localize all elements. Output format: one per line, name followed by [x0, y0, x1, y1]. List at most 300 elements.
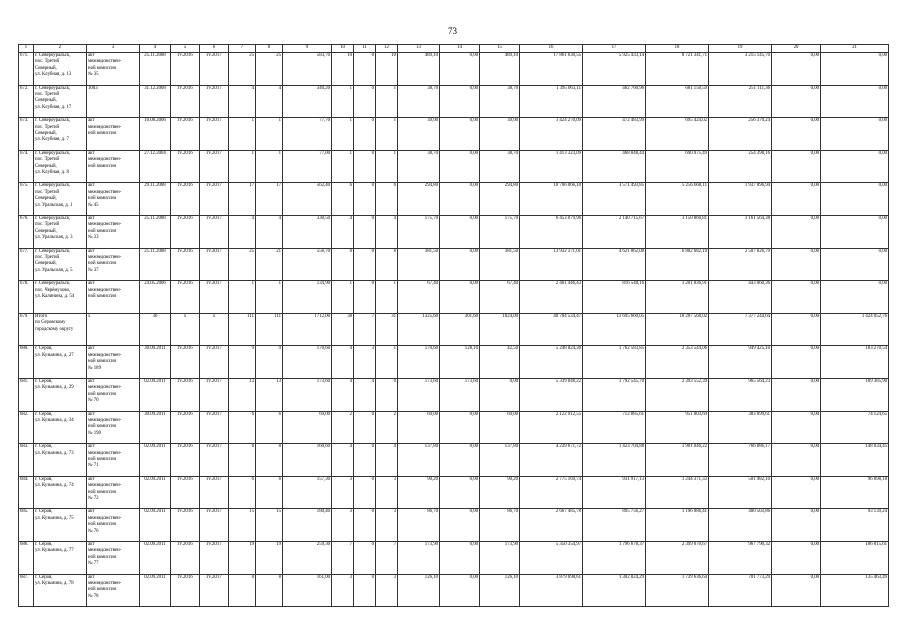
value-cell: 160,60 [283, 444, 332, 477]
value-cell: 294,80 [480, 183, 520, 216]
column-number-cell: 4 [140, 45, 171, 53]
value-cell: 17 [256, 183, 283, 216]
value-cell: 13 932 371,01 [520, 248, 583, 281]
value-cell: 0,00 [440, 476, 480, 509]
document-cell: акт межведомствен- ной комиссии № 76 [87, 509, 140, 542]
row-number-cell: 680. [19, 346, 34, 379]
value-cell: 383 099,61 [709, 411, 772, 444]
value-cell: 0,00 [440, 444, 480, 477]
value-cell: 1 937 896,94 [709, 183, 772, 216]
value-cell: 96 898,18 [821, 476, 889, 509]
value-cell: 0,00 [821, 118, 889, 151]
value-cell: 173,60 [283, 378, 332, 411]
value-cell: 1 424 270,09 [520, 118, 583, 151]
table-row [19, 248, 889, 281]
value-cell: 173,90 [480, 541, 520, 574]
value-cell: 701 773,29 [709, 574, 772, 607]
value-cell: 0,00 [440, 215, 480, 248]
column-number-cell: 20 [772, 45, 821, 53]
value-cell: 0,00 [440, 509, 480, 542]
value-cell: 17 861 630,55 [520, 53, 583, 86]
value-cell: 5 339 048,22 [520, 378, 583, 411]
value-cell: 1 [229, 281, 256, 314]
column-number-cell: 3 [87, 45, 140, 53]
value-cell: IV.2017 [200, 183, 229, 216]
value-cell: 0 [354, 509, 376, 542]
row-number-cell: 687. [19, 574, 34, 607]
value-cell: 175,70 [480, 215, 520, 248]
value-cell: 3 [332, 574, 354, 607]
value-cell: 27.12.2004 [140, 150, 171, 183]
value-cell: 562,40 [283, 183, 332, 216]
value-cell: 0,00 [772, 574, 821, 607]
value-cell: 1 [256, 281, 283, 314]
table-row [19, 541, 889, 574]
value-cell: 0,00 [772, 313, 821, 346]
value-cell: 0,00 [772, 411, 821, 444]
value-cell: 17 [229, 183, 256, 216]
value-cell: 2 507 826,79 [709, 248, 772, 281]
address-cell: г. Североуральск, пос. Третий Северный, ул. Клубная, д. 7 [34, 118, 87, 151]
value-cell: 1 [332, 150, 354, 183]
column-number-cell: 17 [583, 45, 646, 53]
column-number-cell: 19 [709, 45, 772, 53]
value-cell: 42,50 [480, 346, 520, 379]
value-cell: 5 248 824,30 [520, 346, 583, 379]
value-cell: 0,00 [772, 183, 821, 216]
value-cell: 712 885,61 [583, 411, 646, 444]
value-cell: 0,00 [440, 411, 480, 444]
value-cell: 8 [256, 574, 283, 607]
row-number-cell: 674. [19, 150, 34, 183]
address-cell: г. Серов, ул. Кузьмина, д. 74 [34, 476, 87, 509]
value-cell: 1 [229, 118, 256, 151]
value-cell: 1 901 046,22 [646, 444, 709, 477]
value-cell: 1 739 636,64 [646, 574, 709, 607]
value-cell: IV.2017 [200, 378, 229, 411]
value-cell: 0,00 [440, 281, 480, 314]
document-cell: акт межведомствен- ной комиссии № 37 [87, 248, 140, 281]
row-number-cell: 682. [19, 411, 34, 444]
value-cell: 1 161 564,38 [709, 215, 772, 248]
value-cell: 10 [332, 53, 354, 86]
value-cell: 0 [354, 85, 376, 118]
value-cell: 7 [376, 541, 398, 574]
row-number-cell: 675. [19, 183, 34, 216]
row-number-cell: 678. [19, 281, 34, 314]
value-cell: 1024,00 [480, 313, 520, 346]
column-number-cell: 8 [256, 45, 283, 53]
value-cell: 0,00 [821, 281, 889, 314]
value-cell: 30 [140, 313, 171, 346]
value-cell: 1712,00 [283, 313, 332, 346]
row-number-cell: 679. [19, 313, 34, 346]
value-cell: 86,70 [398, 509, 440, 542]
value-cell: IV.2017 [200, 118, 229, 151]
value-cell: IV.2016 [171, 574, 200, 607]
value-cell: 4 [332, 346, 354, 379]
value-cell: IV.2016 [171, 183, 200, 216]
value-cell: 256 370,24 [709, 118, 772, 151]
value-cell: 2 [376, 411, 398, 444]
address-cell: г. Североуральск, пос. Третий Северный, ул. Клубная, д. 8 [34, 150, 87, 183]
value-cell: 2 399 070,67 [646, 541, 709, 574]
value-cell: 25 [229, 248, 256, 281]
column-number-cell: 10 [332, 45, 354, 53]
value-cell: 0,00 [821, 215, 889, 248]
value-cell: 8 [256, 444, 283, 477]
value-cell: 74 124,65 [821, 411, 889, 444]
value-cell: 0,00 [772, 378, 821, 411]
column-number-cell: 5 [171, 45, 200, 53]
value-cell: 173,60 [440, 378, 480, 411]
value-cell: IV.2016 [171, 509, 200, 542]
value-cell: 69,00 [283, 411, 332, 444]
value-cell: 931 917,13 [583, 476, 646, 509]
value-cell: 4 [332, 378, 354, 411]
value-cell: 6 [229, 476, 256, 509]
value-cell: 1 [376, 118, 398, 151]
value-cell: 128,10 [440, 346, 480, 379]
value-cell: 0,00 [440, 85, 480, 118]
value-cell: 4 [229, 85, 256, 118]
value-cell: 02.09.2011 [140, 509, 171, 542]
value-cell: 25.11.2008 [140, 215, 171, 248]
value-cell: 186 815,61 [821, 541, 889, 574]
value-cell: 0,00 [480, 378, 520, 411]
value-cell: 0,00 [772, 248, 821, 281]
value-cell: 949 425,10 [709, 346, 772, 379]
value-cell: IV.2017 [200, 53, 229, 86]
column-number-cell: 13 [398, 45, 440, 53]
value-cell: 468 848,44 [583, 150, 646, 183]
value-cell: 39,00 [480, 118, 520, 151]
value-cell: 1 302 824,29 [583, 574, 646, 607]
table-header-row [19, 45, 889, 53]
value-cell: 0,00 [772, 150, 821, 183]
value-cell: 29.11.2008 [140, 183, 171, 216]
value-cell: 5 925 433,14 [583, 53, 646, 86]
value-cell: 967 790,32 [709, 541, 772, 574]
address-cell: г. Североуральск, пос. Третий Северный, ул. Уральская, д. 3 [34, 215, 87, 248]
value-cell: 340,20 [283, 85, 332, 118]
value-cell: 173,60 [398, 378, 440, 411]
document-cell: акт межведомствен- ной комиссии № 77 [87, 541, 140, 574]
value-cell: 25 [229, 53, 256, 86]
value-cell: 135 463,49 [821, 574, 889, 607]
value-cell: 31.12.2008 [140, 85, 171, 118]
table-row [19, 183, 889, 216]
column-number-cell: 11 [354, 45, 376, 53]
value-cell: 25.11.2008 [140, 248, 171, 281]
column-number-cell: 16 [520, 45, 583, 53]
value-cell: IV.2016 [171, 378, 200, 411]
value-cell: 6 802 682,19 [646, 248, 709, 281]
value-cell: 1 [376, 346, 398, 379]
value-cell: 259,30 [283, 541, 332, 574]
table-row [19, 215, 889, 248]
value-cell: 15 [256, 509, 283, 542]
value-cell: 126,10 [398, 574, 440, 607]
value-cell: 3 215 145,70 [709, 53, 772, 86]
value-cell: 3 [376, 476, 398, 509]
address-cell: г. Североуральск, пос. Третий Северный, ул. Уральская, д. 1 [34, 183, 87, 216]
row-number-cell: 686. [19, 541, 34, 574]
value-cell: 0,00 [772, 444, 821, 477]
value-cell: 148 034,45 [821, 444, 889, 477]
value-cell: 462 760,96 [583, 85, 646, 118]
value-cell: 2 140 715,67 [583, 215, 646, 248]
data-table [18, 44, 889, 607]
value-cell: 0,00 [440, 53, 480, 86]
value-cell: 1 [256, 150, 283, 183]
document-cell: акт межведомствен- ной комиссии [87, 281, 140, 314]
value-cell: 0,00 [440, 118, 480, 151]
value-cell: 4 [354, 378, 376, 411]
table-row [19, 346, 889, 379]
value-cell: 695 424,02 [646, 118, 709, 151]
value-cell: 134,90 [283, 281, 332, 314]
address-cell: г. Серов, ул. Кузьмина, д. 77 [34, 541, 87, 574]
value-cell: 02.09.2011 [140, 444, 171, 477]
value-cell: IV.2017 [200, 476, 229, 509]
value-cell: IV.2017 [200, 509, 229, 542]
value-cell: 6 [229, 411, 256, 444]
value-cell: 173,90 [398, 541, 440, 574]
value-cell: 0,00 [440, 150, 480, 183]
value-cell: 161,00 [283, 574, 332, 607]
value-cell: 19 [256, 541, 283, 574]
address-cell: г. Североуральск, пос. Третий Северный, ул. Клубная, д. 13 [34, 53, 87, 86]
value-cell: 4 621 862,08 [583, 248, 646, 281]
value-cell: 10 766 066,10 [520, 183, 583, 216]
value-cell: 21 [256, 248, 283, 281]
value-cell: IV.2017 [200, 541, 229, 574]
value-cell: 93 139,24 [821, 509, 889, 542]
document-cell: акт межведомствен- ной комиссии № 35 [87, 53, 140, 86]
value-cell: 1 395 063,11 [520, 85, 583, 118]
value-cell: 1 423 704,88 [583, 444, 646, 477]
value-cell: 4 [332, 215, 354, 248]
value-cell: 251 111,36 [709, 85, 772, 118]
value-cell: 0,00 [772, 215, 821, 248]
value-cell: 90,20 [398, 476, 440, 509]
value-cell: 0 [354, 248, 376, 281]
value-cell: x [171, 313, 200, 346]
value-cell: 2 461 446,43 [520, 281, 583, 314]
row-number-cell: 683. [19, 444, 34, 477]
value-cell: 4 [376, 215, 398, 248]
value-cell: 4 [376, 444, 398, 477]
value-cell: 4 [332, 444, 354, 477]
address-cell: г. Серов, ул. Кузьмина, д. 73 [34, 444, 87, 477]
value-cell: 38,70 [398, 150, 440, 183]
value-cell: IV.2017 [200, 411, 229, 444]
table-row [19, 444, 889, 477]
value-cell: 3 [376, 574, 398, 607]
row-number-cell: 685. [19, 509, 34, 542]
column-number-cell: 9 [283, 45, 332, 53]
document-cell: x [87, 313, 140, 346]
value-cell: 38 [332, 313, 354, 346]
value-cell: 15 [229, 509, 256, 542]
value-cell: 4 [229, 215, 256, 248]
value-cell: 2 353 544,06 [646, 346, 709, 379]
value-cell: 895 756,27 [583, 509, 646, 542]
value-cell: 501 982,10 [709, 476, 772, 509]
value-cell: 2 122 912,55 [520, 411, 583, 444]
value-cell: 330,50 [283, 215, 332, 248]
value-cell: 25.11.2008 [140, 53, 171, 86]
value-cell: 8 [229, 444, 256, 477]
value-cell: 02.09.2011 [140, 541, 171, 574]
address-cell: г. Серов, ул. Кузьмина, д. 27 [34, 346, 87, 379]
row-number-cell: 671. [19, 53, 34, 86]
document-cell: 1003 [87, 85, 140, 118]
value-cell: 0,00 [772, 509, 821, 542]
value-cell: 67,40 [480, 281, 520, 314]
value-cell: 8 [376, 248, 398, 281]
value-cell: IV.2017 [200, 281, 229, 314]
row-number-cell: 676. [19, 215, 34, 248]
value-cell: 2 775 169,74 [520, 476, 583, 509]
column-number-cell: 12 [376, 45, 398, 53]
table-row [19, 150, 889, 183]
value-cell: 0 [376, 378, 398, 411]
value-cell: 111 [256, 313, 283, 346]
value-cell: 8 [229, 574, 256, 607]
value-cell: 4 [256, 85, 283, 118]
value-cell: IV.2016 [171, 476, 200, 509]
address-cell: г. Серов, ул. Кузьмина, д. 78 [34, 574, 87, 607]
document-cell: акт межведомствен- ной комиссии № 72 [87, 476, 140, 509]
value-cell: x [200, 313, 229, 346]
value-cell: 5 350 354,97 [520, 541, 583, 574]
value-cell: 681 150,59 [646, 85, 709, 118]
value-cell: 4 239 671,72 [520, 444, 583, 477]
address-cell: г. Североуральск, пос. Черёмухово, ул. Калинина, д. 54 [34, 281, 87, 314]
value-cell: 0 [354, 281, 376, 314]
value-cell: 0 [354, 53, 376, 86]
table-row [19, 411, 889, 444]
value-cell: 7 [354, 313, 376, 346]
value-cell: 02.09.2011 [140, 476, 171, 509]
value-cell: IV.2016 [171, 248, 200, 281]
value-cell: 3 [332, 509, 354, 542]
value-cell: 294,80 [398, 183, 440, 216]
value-cell: 1 [229, 150, 256, 183]
document-cell: акт межведомствен- ной комиссии № 189 [87, 346, 140, 379]
value-cell: 126,10 [480, 574, 520, 607]
column-number-cell: 1 [19, 45, 34, 53]
value-cell: 18 287 568,02 [646, 313, 709, 346]
value-cell: 67,40 [398, 281, 440, 314]
value-cell: 157,30 [283, 476, 332, 509]
value-cell: 19 [229, 541, 256, 574]
value-cell: 1 [332, 118, 354, 151]
value-cell: 137,80 [480, 444, 520, 477]
address-cell: Итого по Серовскому городскому округу [34, 313, 87, 346]
value-cell: IV.2016 [171, 281, 200, 314]
value-cell: 381,50 [480, 248, 520, 281]
value-cell: IV.2016 [171, 53, 200, 86]
value-cell: 10.08.2006 [140, 118, 171, 151]
value-cell: 189 385,90 [821, 378, 889, 411]
value-cell: 6 [332, 183, 354, 216]
column-number-cell: 21 [821, 45, 889, 53]
value-cell: 10 [376, 53, 398, 86]
value-cell: IV.2016 [171, 346, 200, 379]
value-cell: 0,00 [821, 248, 889, 281]
value-cell: IV.2016 [171, 118, 200, 151]
value-cell: 77,00 [283, 150, 332, 183]
value-cell: 489,10 [398, 53, 440, 86]
value-cell: 38,70 [480, 85, 520, 118]
value-cell: 38,70 [480, 150, 520, 183]
value-cell: 6 453 079,96 [520, 215, 583, 248]
value-cell: 0 [354, 574, 376, 607]
value-cell: 951 803,69 [646, 411, 709, 444]
table-row [19, 85, 889, 118]
value-cell: 0 [354, 411, 376, 444]
value-cell: 1 [376, 281, 398, 314]
value-cell: 170,60 [398, 346, 440, 379]
value-cell: IV.2017 [200, 346, 229, 379]
table-row [19, 574, 889, 607]
value-cell: IV.2017 [200, 150, 229, 183]
value-cell: 0,00 [821, 85, 889, 118]
value-cell: 69,00 [480, 411, 520, 444]
value-cell: 25 [256, 53, 283, 86]
row-number-cell: 672. [19, 85, 34, 118]
value-cell: 0,00 [440, 574, 480, 607]
value-cell: 183 270,54 [821, 346, 889, 379]
value-cell: 1 244 371,33 [646, 476, 709, 509]
table-row [19, 53, 889, 86]
value-cell: 77,70 [283, 118, 332, 151]
table-row [19, 509, 889, 542]
value-cell: 0,00 [772, 53, 821, 86]
page-number: 73 [448, 26, 457, 36]
value-cell: 0,00 [772, 281, 821, 314]
value-cell: 38,70 [398, 85, 440, 118]
value-cell: 816 548,16 [583, 281, 646, 314]
value-cell: 0,00 [772, 85, 821, 118]
value-cell: 30.09.2011 [140, 346, 171, 379]
address-cell: г. Серов, ул. Кузьмина, д. 29 [34, 378, 87, 411]
row-number-cell: 673. [19, 118, 34, 151]
value-cell: 2 667 485,78 [520, 509, 583, 542]
value-cell: 0,00 [772, 346, 821, 379]
value-cell: 0,00 [821, 53, 889, 86]
value-cell: 4 [256, 215, 283, 248]
document-cell: акт межведомствен- ной комиссии № 33 [87, 215, 140, 248]
value-cell: 6 [256, 411, 283, 444]
value-cell: 2 [332, 411, 354, 444]
document-cell: акт межведомствен- ной комиссии № 70 [87, 378, 140, 411]
column-number-cell: 15 [480, 45, 520, 53]
value-cell: 0 [354, 215, 376, 248]
value-cell: 7 377 244,64 [709, 313, 772, 346]
column-number-cell: 18 [646, 45, 709, 53]
value-cell: 175,70 [398, 215, 440, 248]
value-cell: 1 [332, 85, 354, 118]
value-cell: 13 [256, 378, 283, 411]
value-cell: IV.2016 [171, 444, 200, 477]
table-row [19, 313, 889, 346]
address-cell: г. Североуральск, пос. Третий Северный, ул. Уральская, д. 5 [34, 248, 87, 281]
value-cell: 0,00 [772, 118, 821, 151]
